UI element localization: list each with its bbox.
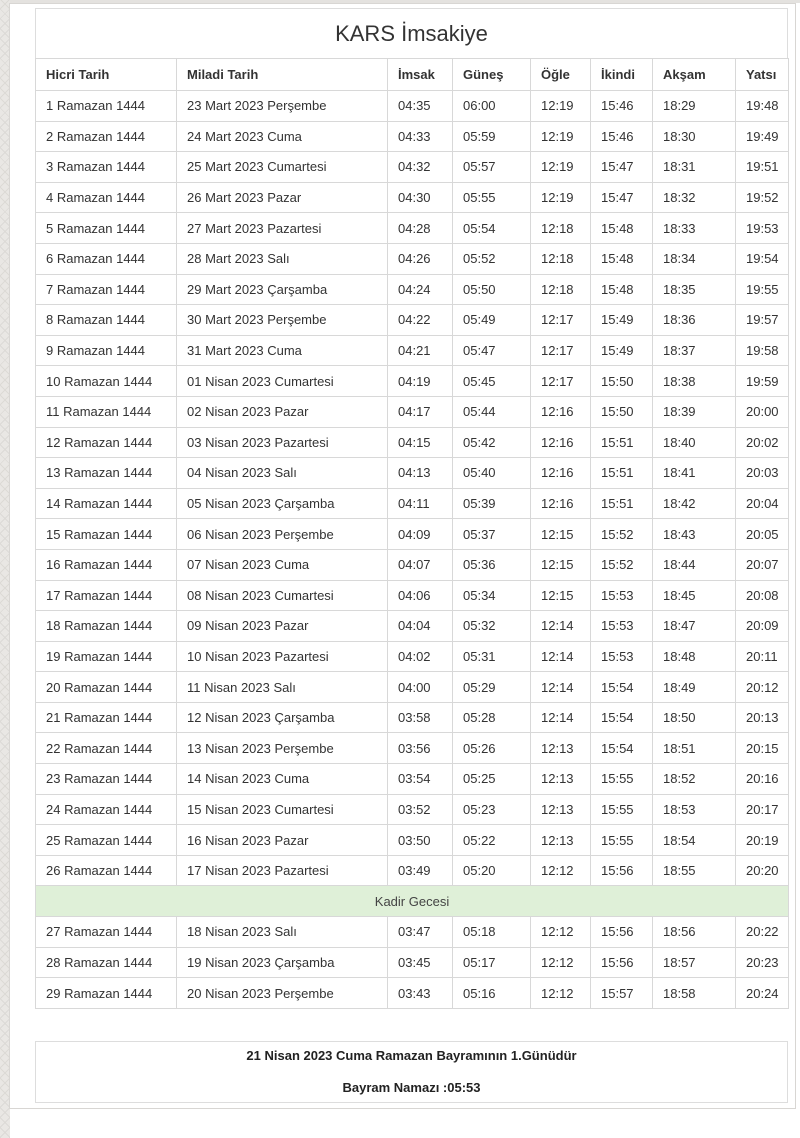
table-cell: 04:00 — [388, 672, 453, 703]
table-cell: 01 Nisan 2023 Cumartesi — [177, 366, 388, 397]
table-row — [36, 702, 789, 733]
table-cell: 15:54 — [591, 733, 653, 764]
table-cell: 12:14 — [531, 611, 591, 642]
table-cell: 15:53 — [591, 611, 653, 642]
table-cell: 10 Ramazan 1444 — [36, 366, 177, 397]
table-row — [36, 519, 789, 550]
table-cell: 12:18 — [531, 274, 591, 305]
table-cell: 28 Ramazan 1444 — [36, 947, 177, 978]
table-cell: 18 Ramazan 1444 — [36, 611, 177, 642]
table-cell: 05:31 — [453, 641, 531, 672]
table-cell: 7 Ramazan 1444 — [36, 274, 177, 305]
table-cell: 30 Mart 2023 Perşembe — [177, 305, 388, 336]
table-cell: 03:58 — [388, 702, 453, 733]
table-cell: 03:56 — [388, 733, 453, 764]
table-cell: 23 Ramazan 1444 — [36, 764, 177, 795]
bayram-prayer-time-text: Bayram Namazı :05:53 — [342, 1080, 481, 1096]
table-cell: 20:22 — [736, 917, 789, 948]
table-cell: 12 Ramazan 1444 — [36, 427, 177, 458]
table-cell: 20:13 — [736, 702, 789, 733]
table-cell: 18:48 — [653, 641, 736, 672]
table-cell: 20:16 — [736, 764, 789, 795]
table-body — [36, 91, 789, 1009]
table-cell: 15:54 — [591, 702, 653, 733]
table-cell: 03:43 — [388, 978, 453, 1009]
table-cell: 15 Ramazan 1444 — [36, 519, 177, 550]
table-cell: 18:44 — [653, 549, 736, 580]
table-cell: 18:41 — [653, 458, 736, 489]
table-cell: 15:52 — [591, 549, 653, 580]
table-cell: 3 Ramazan 1444 — [36, 152, 177, 183]
table-cell: 18:54 — [653, 825, 736, 856]
table-cell: 12:17 — [531, 305, 591, 336]
table-cell: 15:55 — [591, 794, 653, 825]
column-header: Yatsı — [736, 59, 789, 91]
table-cell: 15:51 — [591, 458, 653, 489]
table-row — [36, 458, 789, 489]
page-title: KARS İmsakiye — [335, 20, 488, 46]
table-cell: 18:34 — [653, 243, 736, 274]
table-cell: 20 Nisan 2023 Perşembe — [177, 978, 388, 1009]
table-cell: 20:07 — [736, 549, 789, 580]
table-cell: 15:46 — [591, 91, 653, 122]
table-cell: 05:59 — [453, 121, 531, 152]
table-cell: 18:52 — [653, 764, 736, 795]
table-cell: 04:13 — [388, 458, 453, 489]
table-cell: 29 Ramazan 1444 — [36, 978, 177, 1009]
table-cell: 05:25 — [453, 764, 531, 795]
table-row — [36, 274, 789, 305]
table-cell: 17 Nisan 2023 Pazartesi — [177, 855, 388, 886]
table-cell: 05:32 — [453, 611, 531, 642]
table-cell: 03:50 — [388, 825, 453, 856]
table-cell: 05:16 — [453, 978, 531, 1009]
table-cell: 25 Ramazan 1444 — [36, 825, 177, 856]
table-cell: 03:54 — [388, 764, 453, 795]
table-cell: 17 Ramazan 1444 — [36, 580, 177, 611]
table-cell: 03:47 — [388, 917, 453, 948]
table-cell: 12:15 — [531, 549, 591, 580]
table-cell: 04:09 — [388, 519, 453, 550]
table-cell: 05:57 — [453, 152, 531, 183]
table-footer-gap — [35, 1009, 788, 1041]
table-cell: 05:39 — [453, 488, 531, 519]
table-cell: 05:17 — [453, 947, 531, 978]
table-cell: 05:42 — [453, 427, 531, 458]
table-cell: 20:12 — [736, 672, 789, 703]
table-cell: 15:47 — [591, 182, 653, 213]
table-cell: 12:14 — [531, 641, 591, 672]
table-cell: 05:29 — [453, 672, 531, 703]
table-row — [36, 121, 789, 152]
table-cell: 04:30 — [388, 182, 453, 213]
table-cell: 15:51 — [591, 427, 653, 458]
table-row — [36, 335, 789, 366]
table-cell: 15:51 — [591, 488, 653, 519]
table-row — [36, 549, 789, 580]
table-row — [36, 91, 789, 122]
table-header-row — [36, 59, 789, 91]
table-cell: 04:04 — [388, 611, 453, 642]
table-cell: 15:57 — [591, 978, 653, 1009]
table-cell: 20:23 — [736, 947, 789, 978]
table-cell: 12:13 — [531, 764, 591, 795]
table-cell: 15:49 — [591, 335, 653, 366]
table-cell: 05 Nisan 2023 Çarşamba — [177, 488, 388, 519]
table-cell: 19:52 — [736, 182, 789, 213]
kadir-gecesi-row — [36, 886, 789, 917]
table-cell: 04:07 — [388, 549, 453, 580]
table-cell: 12:16 — [531, 458, 591, 489]
table-cell: 20:11 — [736, 641, 789, 672]
table-cell: 03:49 — [388, 855, 453, 886]
table-row — [36, 978, 789, 1009]
table-cell: 19:49 — [736, 121, 789, 152]
table-cell: 05:55 — [453, 182, 531, 213]
table-cell: 24 Ramazan 1444 — [36, 794, 177, 825]
column-header: Öğle — [531, 59, 591, 91]
table-cell: 04:06 — [388, 580, 453, 611]
table-row — [36, 488, 789, 519]
table-cell: 16 Ramazan 1444 — [36, 549, 177, 580]
table-row — [36, 427, 789, 458]
imsakiye-content — [35, 8, 788, 1103]
table-row — [36, 733, 789, 764]
table-cell: 12:13 — [531, 794, 591, 825]
table-cell: 15:54 — [591, 672, 653, 703]
table-cell: 15:48 — [591, 243, 653, 274]
table-cell: 18:33 — [653, 213, 736, 244]
table-cell: 07 Nisan 2023 Cuma — [177, 549, 388, 580]
table-cell: 19 Ramazan 1444 — [36, 641, 177, 672]
table-cell: 18:38 — [653, 366, 736, 397]
column-header: İkindi — [591, 59, 653, 91]
table-cell: 02 Nisan 2023 Pazar — [177, 396, 388, 427]
table-cell: 20:08 — [736, 580, 789, 611]
table-row — [36, 243, 789, 274]
table-cell: 15:46 — [591, 121, 653, 152]
table-cell: 21 Ramazan 1444 — [36, 702, 177, 733]
table-cell: 2 Ramazan 1444 — [36, 121, 177, 152]
table-cell: 18:40 — [653, 427, 736, 458]
table-cell: 06:00 — [453, 91, 531, 122]
table-cell: 19:54 — [736, 243, 789, 274]
table-cell: 18:36 — [653, 305, 736, 336]
table-cell: 04:32 — [388, 152, 453, 183]
table-cell: 19:53 — [736, 213, 789, 244]
imsakiye-table — [35, 58, 789, 1009]
table-cell: 12:14 — [531, 702, 591, 733]
table-cell: 18:57 — [653, 947, 736, 978]
table-cell: 12 Nisan 2023 Çarşamba — [177, 702, 388, 733]
table-cell: 12:17 — [531, 366, 591, 397]
table-cell: 9 Ramazan 1444 — [36, 335, 177, 366]
table-cell: 12:12 — [531, 978, 591, 1009]
table-cell: 04:35 — [388, 91, 453, 122]
table-cell: 19:58 — [736, 335, 789, 366]
table-row — [36, 580, 789, 611]
table-cell: 28 Mart 2023 Salı — [177, 243, 388, 274]
table-cell: 1 Ramazan 1444 — [36, 91, 177, 122]
table-cell: 19:48 — [736, 91, 789, 122]
table-cell: 20:00 — [736, 396, 789, 427]
table-cell: 19:55 — [736, 274, 789, 305]
column-header: Miladi Tarih — [177, 59, 388, 91]
table-cell: 08 Nisan 2023 Cumartesi — [177, 580, 388, 611]
table-cell: 15:56 — [591, 855, 653, 886]
table-cell: 20:17 — [736, 794, 789, 825]
table-cell: 13 Ramazan 1444 — [36, 458, 177, 489]
table-cell: 15:53 — [591, 641, 653, 672]
table-cell: 04:02 — [388, 641, 453, 672]
bayram-day-text: 21 Nisan 2023 Cuma Ramazan Bayramının 1.Günüdür — [246, 1048, 577, 1064]
kadir-gecesi-label: Kadir Gecesi — [36, 886, 789, 917]
table-cell: 29 Mart 2023 Çarşamba — [177, 274, 388, 305]
table-cell: 05:37 — [453, 519, 531, 550]
page-title-box — [35, 8, 788, 58]
table-cell: 15:50 — [591, 366, 653, 397]
table-cell: 31 Mart 2023 Cuma — [177, 335, 388, 366]
column-header: Hicri Tarih — [36, 59, 177, 91]
table-cell: 04:33 — [388, 121, 453, 152]
table-cell: 18:47 — [653, 611, 736, 642]
table-cell: 06 Nisan 2023 Perşembe — [177, 519, 388, 550]
table-cell: 20 Ramazan 1444 — [36, 672, 177, 703]
table-cell: 18:49 — [653, 672, 736, 703]
table-cell: 16 Nisan 2023 Pazar — [177, 825, 388, 856]
table-cell: 04:17 — [388, 396, 453, 427]
table-cell: 19:51 — [736, 152, 789, 183]
table-row — [36, 794, 789, 825]
table-header — [36, 59, 789, 91]
table-row — [36, 947, 789, 978]
table-cell: 04 Nisan 2023 Salı — [177, 458, 388, 489]
table-cell: 18:43 — [653, 519, 736, 550]
table-cell: 18:30 — [653, 121, 736, 152]
table-cell: 15:55 — [591, 764, 653, 795]
table-cell: 26 Mart 2023 Pazar — [177, 182, 388, 213]
table-cell: 03:52 — [388, 794, 453, 825]
table-cell: 18:31 — [653, 152, 736, 183]
table-cell: 19:57 — [736, 305, 789, 336]
table-row — [36, 825, 789, 856]
table-cell: 12:19 — [531, 91, 591, 122]
table-cell: 03 Nisan 2023 Pazartesi — [177, 427, 388, 458]
table-row — [36, 152, 789, 183]
table-cell: 19 Nisan 2023 Çarşamba — [177, 947, 388, 978]
table-cell: 15:56 — [591, 947, 653, 978]
table-cell: 19:59 — [736, 366, 789, 397]
table-cell: 5 Ramazan 1444 — [36, 213, 177, 244]
table-cell: 14 Ramazan 1444 — [36, 488, 177, 519]
table-cell: 12:19 — [531, 182, 591, 213]
table-cell: 04:22 — [388, 305, 453, 336]
table-row — [36, 917, 789, 948]
table-cell: 18:32 — [653, 182, 736, 213]
table-cell: 18:42 — [653, 488, 736, 519]
table-cell: 15:49 — [591, 305, 653, 336]
table-cell: 25 Mart 2023 Cumartesi — [177, 152, 388, 183]
table-cell: 05:40 — [453, 458, 531, 489]
table-cell: 14 Nisan 2023 Cuma — [177, 764, 388, 795]
table-cell: 18:45 — [653, 580, 736, 611]
table-cell: 15:56 — [591, 917, 653, 948]
table-cell: 04:24 — [388, 274, 453, 305]
table-cell: 18:56 — [653, 917, 736, 948]
table-cell: 12:15 — [531, 580, 591, 611]
table-cell: 20:04 — [736, 488, 789, 519]
table-cell: 18:53 — [653, 794, 736, 825]
imsakiye-card — [9, 3, 796, 1109]
table-cell: 04:11 — [388, 488, 453, 519]
table-cell: 04:28 — [388, 213, 453, 244]
column-header: Akşam — [653, 59, 736, 91]
table-cell: 20:05 — [736, 519, 789, 550]
table-cell: 15:52 — [591, 519, 653, 550]
table-row — [36, 366, 789, 397]
table-cell: 05:50 — [453, 274, 531, 305]
table-cell: 05:26 — [453, 733, 531, 764]
table-row — [36, 305, 789, 336]
table-row — [36, 396, 789, 427]
table-cell: 12:19 — [531, 121, 591, 152]
table-cell: 04:21 — [388, 335, 453, 366]
table-cell: 05:49 — [453, 305, 531, 336]
table-cell: 05:34 — [453, 580, 531, 611]
table-cell: 18 Nisan 2023 Salı — [177, 917, 388, 948]
table-cell: 8 Ramazan 1444 — [36, 305, 177, 336]
table-cell: 05:18 — [453, 917, 531, 948]
table-cell: 18:51 — [653, 733, 736, 764]
table-cell: 12:12 — [531, 855, 591, 886]
table-cell: 15:55 — [591, 825, 653, 856]
table-cell: 20:02 — [736, 427, 789, 458]
table-cell: 05:47 — [453, 335, 531, 366]
table-cell: 6 Ramazan 1444 — [36, 243, 177, 274]
table-cell: 18:58 — [653, 978, 736, 1009]
table-row — [36, 641, 789, 672]
table-cell: 12:19 — [531, 152, 591, 183]
table-cell: 05:45 — [453, 366, 531, 397]
table-cell: 10 Nisan 2023 Pazartesi — [177, 641, 388, 672]
table-cell: 18:50 — [653, 702, 736, 733]
table-row — [36, 611, 789, 642]
table-cell: 20:15 — [736, 733, 789, 764]
table-cell: 12:18 — [531, 213, 591, 244]
bayram-info-box — [35, 1041, 788, 1103]
table-cell: 11 Ramazan 1444 — [36, 396, 177, 427]
table-cell: 11 Nisan 2023 Salı — [177, 672, 388, 703]
table-cell: 12:17 — [531, 335, 591, 366]
table-cell: 26 Ramazan 1444 — [36, 855, 177, 886]
table-cell: 15:48 — [591, 274, 653, 305]
table-cell: 12:16 — [531, 427, 591, 458]
table-cell: 12:13 — [531, 733, 591, 764]
table-cell: 15:53 — [591, 580, 653, 611]
table-row — [36, 855, 789, 886]
table-cell: 12:18 — [531, 243, 591, 274]
table-cell: 15:48 — [591, 213, 653, 244]
table-cell: 24 Mart 2023 Cuma — [177, 121, 388, 152]
column-header: İmsak — [388, 59, 453, 91]
table-cell: 05:23 — [453, 794, 531, 825]
table-row — [36, 213, 789, 244]
table-cell: 15:47 — [591, 152, 653, 183]
table-cell: 12:16 — [531, 396, 591, 427]
table-cell: 12:15 — [531, 519, 591, 550]
table-cell: 15 Nisan 2023 Cumartesi — [177, 794, 388, 825]
table-cell: 12:12 — [531, 917, 591, 948]
table-cell: 18:55 — [653, 855, 736, 886]
table-cell: 05:36 — [453, 549, 531, 580]
table-row — [36, 672, 789, 703]
table-cell: 23 Mart 2023 Perşembe — [177, 91, 388, 122]
table-cell: 12:16 — [531, 488, 591, 519]
table-cell: 18:35 — [653, 274, 736, 305]
table-cell: 18:39 — [653, 396, 736, 427]
table-cell: 13 Nisan 2023 Perşembe — [177, 733, 388, 764]
table-cell: 20:24 — [736, 978, 789, 1009]
table-cell: 22 Ramazan 1444 — [36, 733, 177, 764]
table-cell: 04:15 — [388, 427, 453, 458]
table-cell: 20:03 — [736, 458, 789, 489]
table-row — [36, 764, 789, 795]
table-cell: 4 Ramazan 1444 — [36, 182, 177, 213]
table-cell: 05:54 — [453, 213, 531, 244]
table-cell: 05:44 — [453, 396, 531, 427]
table-cell: 15:50 — [591, 396, 653, 427]
table-cell: 05:20 — [453, 855, 531, 886]
table-cell: 20:19 — [736, 825, 789, 856]
table-cell: 18:37 — [653, 335, 736, 366]
table-cell: 12:14 — [531, 672, 591, 703]
table-cell: 04:19 — [388, 366, 453, 397]
table-cell: 03:45 — [388, 947, 453, 978]
table-cell: 27 Ramazan 1444 — [36, 917, 177, 948]
table-cell: 18:29 — [653, 91, 736, 122]
table-cell: 12:12 — [531, 947, 591, 978]
table-row — [36, 182, 789, 213]
table-cell: 20:20 — [736, 855, 789, 886]
table-cell: 12:13 — [531, 825, 591, 856]
table-cell: 09 Nisan 2023 Pazar — [177, 611, 388, 642]
table-cell: 20:09 — [736, 611, 789, 642]
table-cell: 05:22 — [453, 825, 531, 856]
table-cell: 05:28 — [453, 702, 531, 733]
table-cell: 04:26 — [388, 243, 453, 274]
table-cell: 27 Mart 2023 Pazartesi — [177, 213, 388, 244]
table-cell: 05:52 — [453, 243, 531, 274]
column-header: Güneş — [453, 59, 531, 91]
